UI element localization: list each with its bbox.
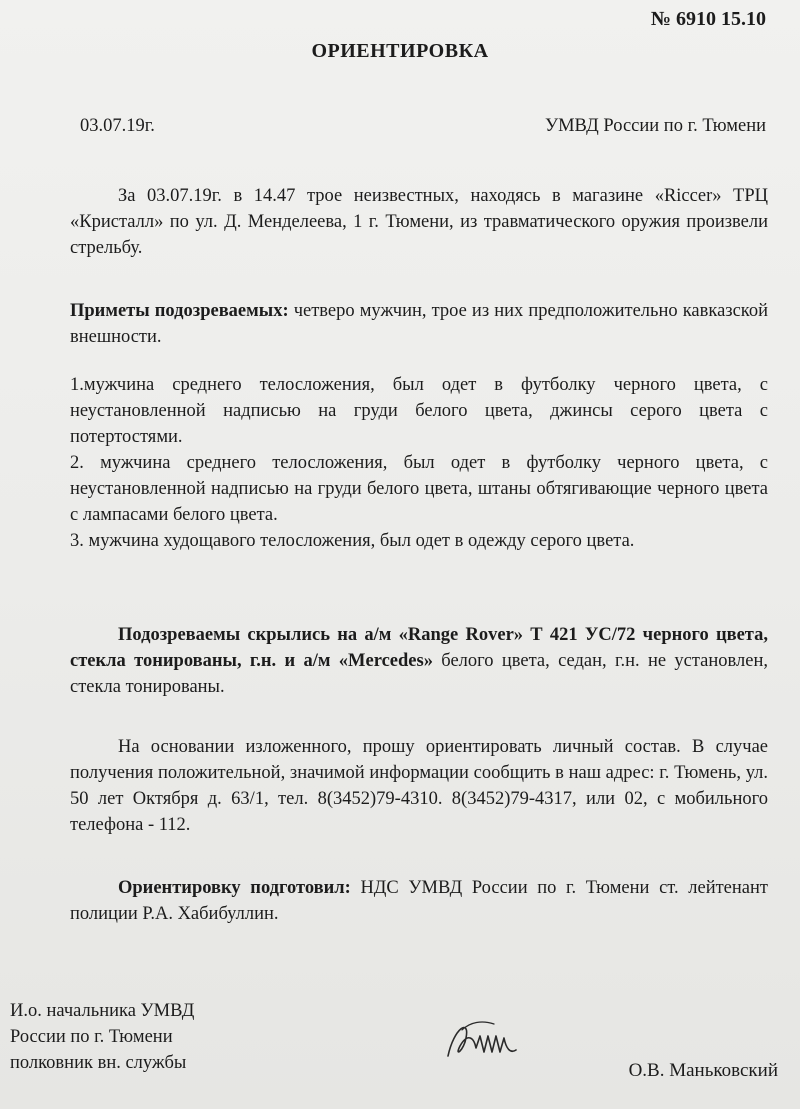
document-title: ОРИЕНТИРОВКА [311, 40, 489, 62]
prepared-by-paragraph [70, 875, 768, 927]
signatory-position-line: полковник вн. службы [10, 1053, 187, 1073]
suspect-list [70, 372, 768, 554]
department-name: УМВД России по г. Тюмени [544, 116, 766, 136]
suspect-signs-paragraph [70, 298, 768, 350]
prepared-by-label: Ориентировку подготовил: [118, 878, 351, 898]
suspect-item: 3. мужчина худощавого телосложения, был одет в одежду серого цвета. [70, 531, 635, 551]
request-paragraph: На основании изложенного, прошу ориентировать личный состав. В случае получения положительной, значимой информации сообщить в наш адрес: г. Тюмень, ул. 50 лет Октября д. 63/1, тел. 8(3452)79-4310. 8(3452)79-4317, или 02, с мобильного телефона - 112. [70, 737, 768, 835]
signatory-position-line: России по г. Тюмени [10, 1027, 173, 1047]
incident-paragraph: За 03.07.19г. в 14.47 трое неизвестных, находясь в магазине «Riccer» ТРЦ «Кристалл» по ул. Д. Менделеева, 1 г. Тюмени, из травматического оружия произвели стрельбу. [70, 186, 768, 258]
suspect-signs-label: Приметы подозреваемых: [70, 301, 289, 321]
prepared-by-text: НДС УМВД России по г. Тюмени ст. лейтенант полиции Р.А. Хабибуллин. [70, 878, 768, 924]
suspect-signs-text: четверо мужчин, трое из них предположительно кавказской внешности. [70, 301, 768, 347]
document-date: 03.07.19г. [80, 116, 155, 136]
suspect-item: 1.мужчина среднего телосложения, был одет в футболку черного цвета, с неустановленной надписью на груди белого цвета, джинсы серого цвета с потертостями. [70, 375, 768, 447]
signatory-name: О.В. Маньковский [628, 1060, 778, 1081]
handwritten-signature [440, 1008, 530, 1068]
suspect-item: 2. мужчина среднего телосложения, был одет в футболку черного цвета, с неустановленной надписью на груди белого цвета, штаны обтягивающие черного цвета с лампасами белого цвета. [70, 453, 768, 525]
signatory-position [10, 998, 194, 1076]
document-number: № 6910 15.10 [650, 8, 766, 30]
vehicles-paragraph [70, 622, 768, 700]
vehicles-rest-text: белого цвета, седан, г.н. не установлен, стекла тонированы. [70, 651, 768, 697]
date-line [80, 116, 766, 137]
vehicles-bold-text: Подозреваемы скрылись на а/м «Range Rover» Т 421 УС/72 черного цвета, стекла тонированы, г.н. и а/м «Mercedes» [70, 625, 768, 671]
signatory-position-line: И.о. начальника УМВД [10, 1001, 195, 1021]
